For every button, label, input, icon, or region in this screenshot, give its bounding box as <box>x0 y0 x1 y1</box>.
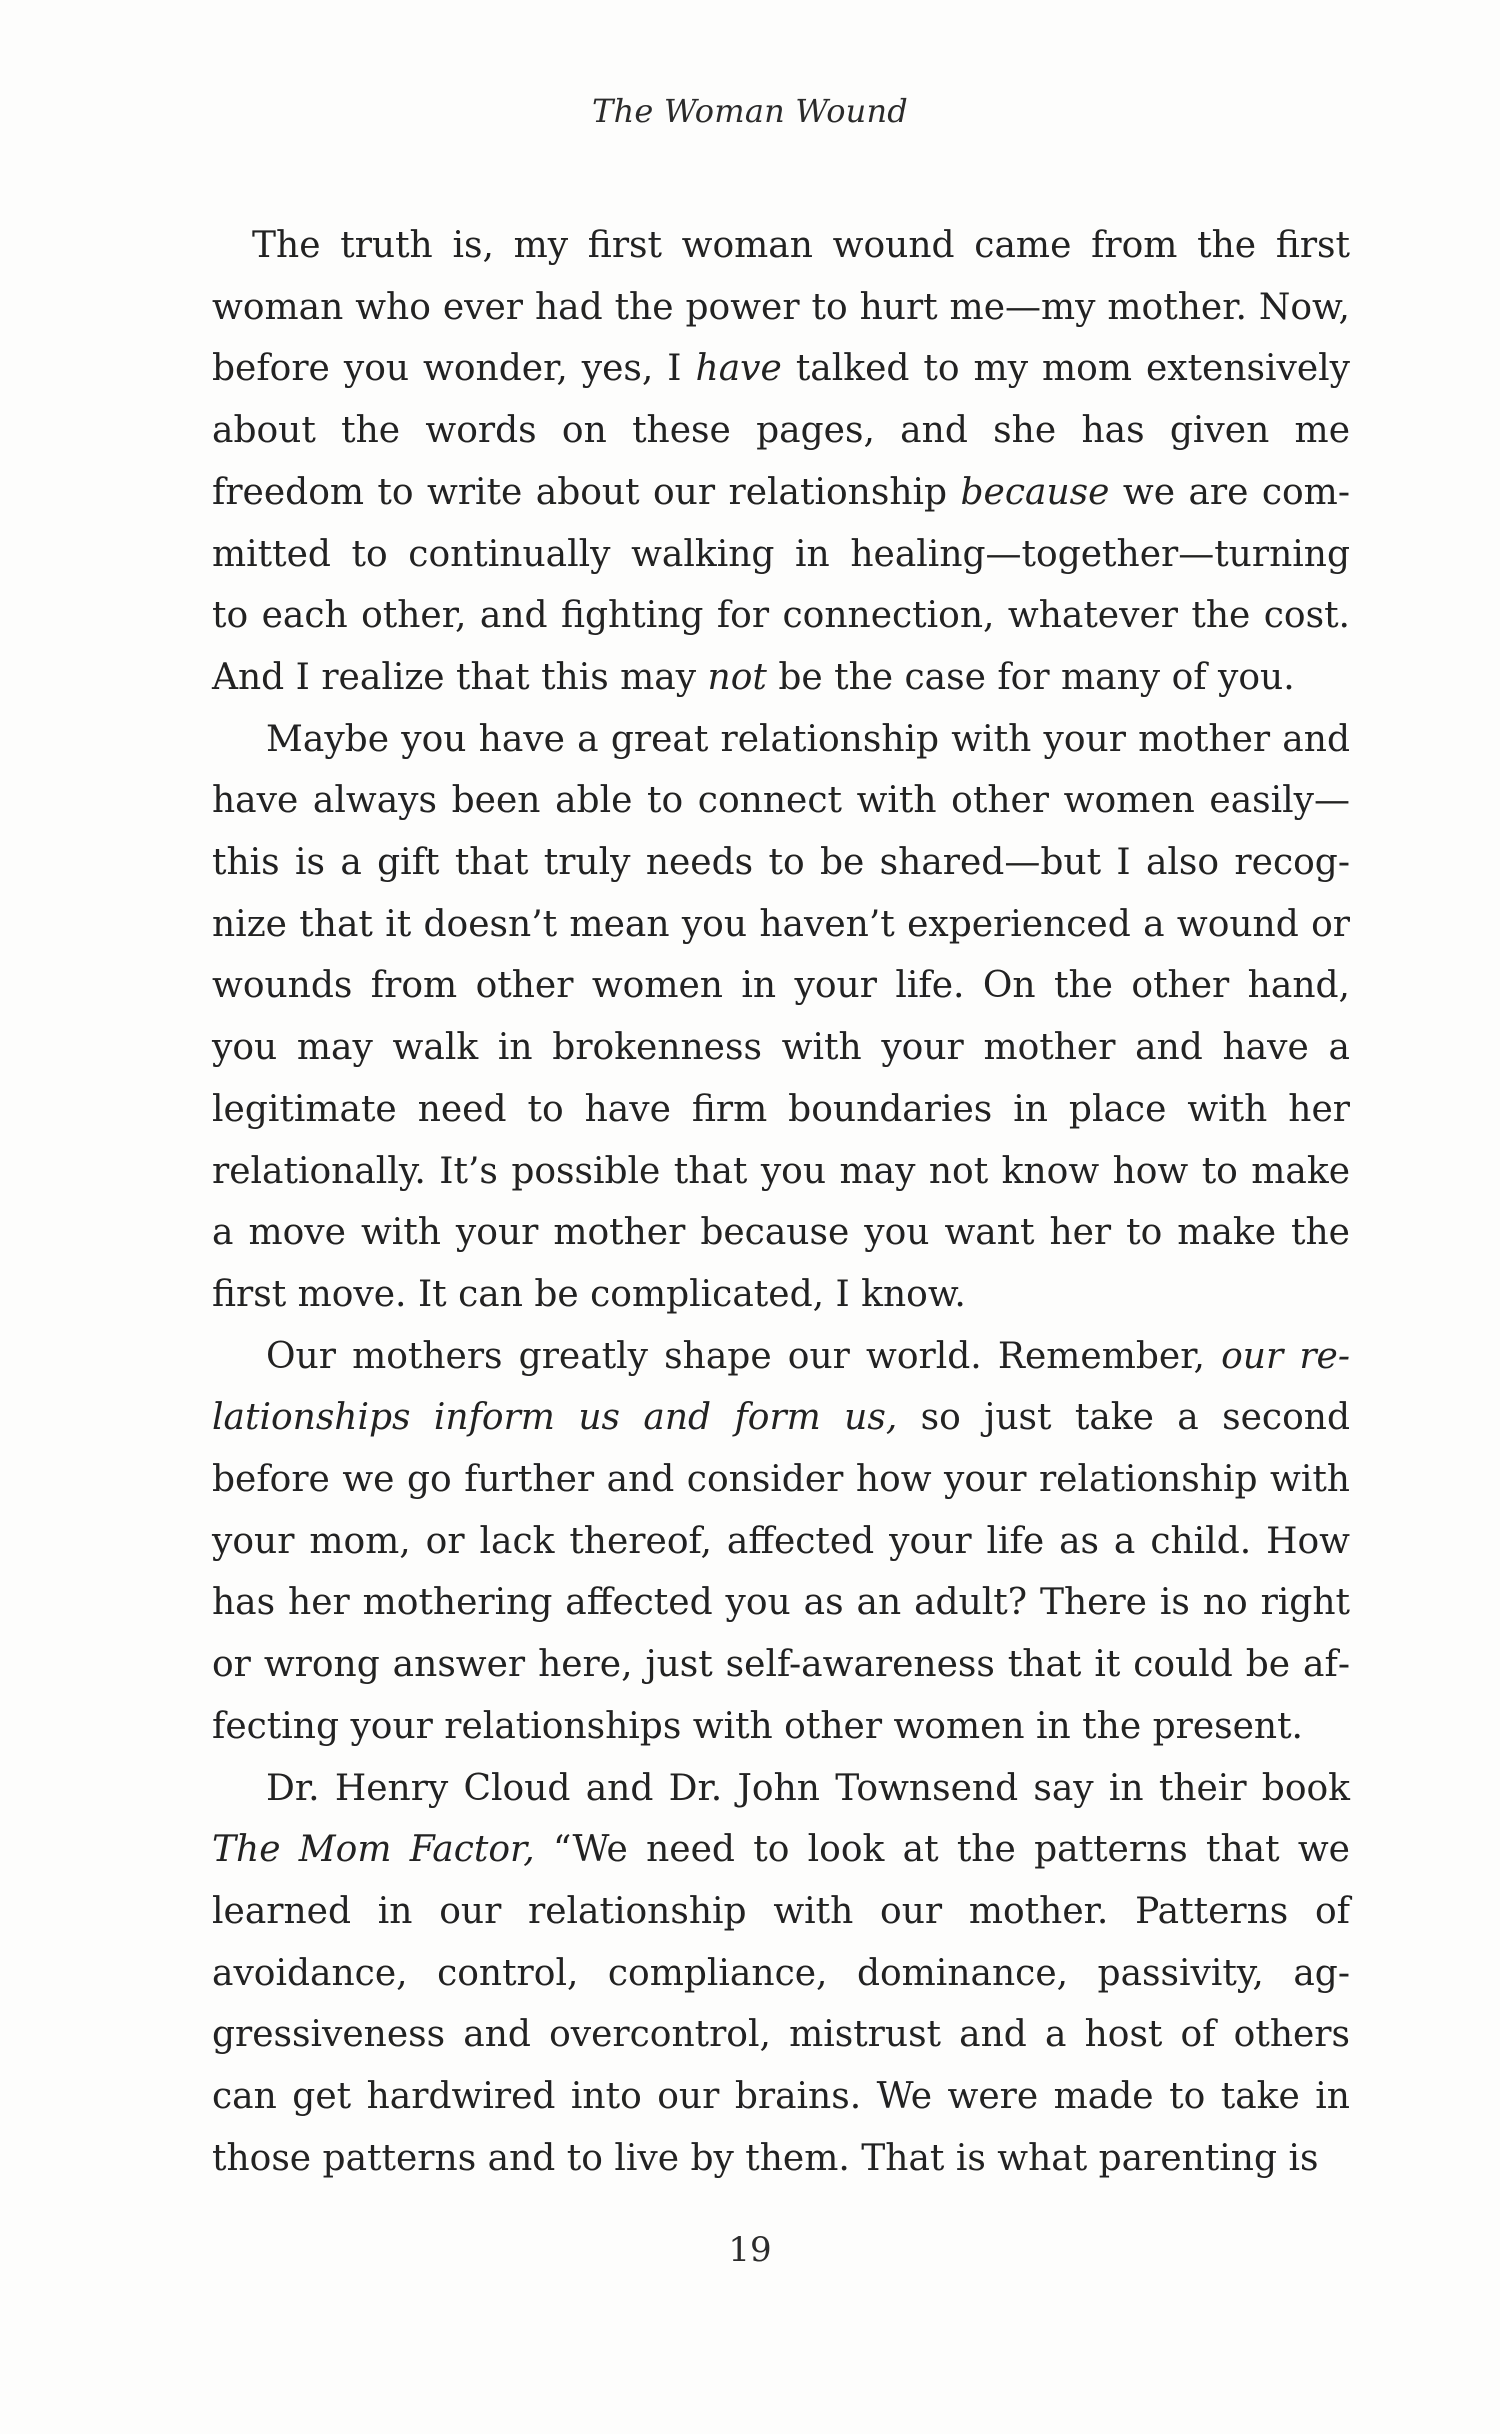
body-text <box>212 215 1350 2190</box>
paragraph-3 <box>212 1326 1350 1758</box>
paragraph-2 <box>212 709 1350 1326</box>
text-segment: The truth is, my first woman wound came from the first woman who ever had the power to hurt me—my mother. Now, before you wonder, yes, I <box>212 225 1350 390</box>
text-segment: so just take a second before we go further and consider how your relationship with your mom, or lack thereof, affected your life as a child. How has her mothering affected you as an adult? There is no right or wrong answer here, just self-awareness that it could be affecting your relationships with other women in the present. <box>212 1397 1350 1747</box>
emphasis-not: not <box>707 656 767 698</box>
text-segment: Our mothers greatly shape our world. Remember, <box>266 1335 1222 1377</box>
text-segment: “We need to look at the patterns that we learned in our relationship with our mother. Patterns of avoidance, control, compliance, dominance, passivity, aggressiveness and overcontrol, mistrust and a host of others can get hardwired into our brains. We were made to take in those patterns and to live by them. That is what parenting is <box>212 1829 1350 2179</box>
emphasis-relationships: our relationships inform us and form us, <box>212 1335 1351 1439</box>
text-segment: be the case for many of you. <box>766 656 1295 698</box>
text-segment: Maybe you have a great relationship with your mother and have always been able to connect with other women easily—this is a gift that truly needs to be shared—but I also recognize that it doesn’t mean you haven’t experienced a wound or wounds from other women in your life. On the other hand, you may walk in brokenness with your mother and have a legitimate need to have firm boundaries in place with her relationally. It’s possible that you may not know how to make a move with your mother because you want her to make the first move. It can be complicated, I know. <box>212 718 1350 1315</box>
running-head: The Woman Wound <box>592 92 908 130</box>
text-segment: Dr. Henry Cloud and Dr. John Townsend say in their book <box>266 1767 1350 1809</box>
page-number: 19 <box>728 2230 772 2270</box>
text-segment: talked to my mom extensively about the words on these pages, and she has given me freedom to write about our relationship <box>212 348 1351 513</box>
emphasis-because: because <box>960 471 1110 513</box>
paragraph-4 <box>212 1758 1350 2190</box>
paragraph-1 <box>212 215 1350 709</box>
book-title-the-mom-factor: The Mom Factor, <box>212 1829 535 1871</box>
text-segment: we are committed to continually walking in healing—together—turning to each other, and fighting for connection, whatever the cost. And I realize that this may <box>212 471 1350 698</box>
emphasis-have: have <box>695 348 782 390</box>
